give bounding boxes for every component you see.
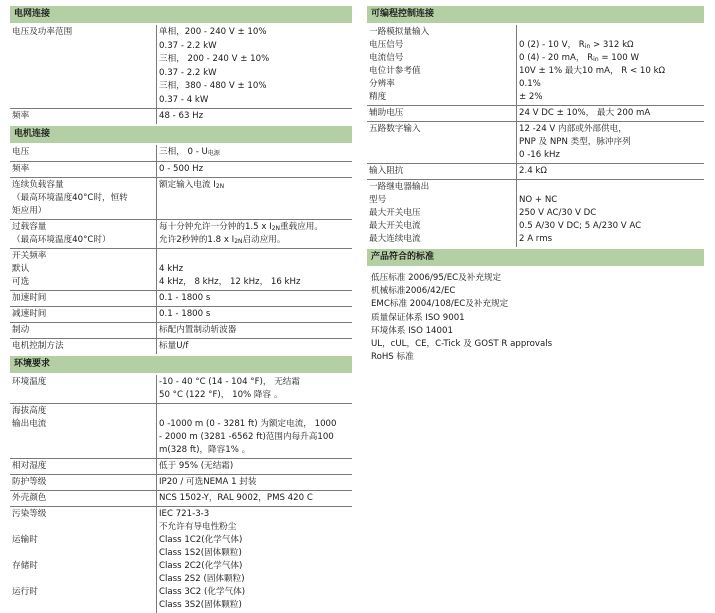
spec-value bbox=[517, 180, 704, 247]
label-line: 开关频率 bbox=[12, 251, 47, 261]
list-item: EMC标准 2004/108/EC及补充规定 bbox=[371, 299, 509, 310]
label-line: 精度 bbox=[369, 92, 387, 102]
spec-label bbox=[10, 220, 157, 248]
spec-label: 防护等级 bbox=[10, 475, 157, 490]
list-item: UL，cUL，CE，C-Tick 及 GOST R approvals bbox=[371, 338, 553, 349]
spec-value: 0 - 500 Hz bbox=[159, 164, 204, 174]
label-line bbox=[12, 547, 154, 560]
label-line: 一路模拟量输入 bbox=[369, 27, 430, 37]
label-line: 电位计参考值 bbox=[369, 66, 421, 76]
label-line: 电压信号 bbox=[369, 40, 404, 50]
value-line: 0.37 - 2.2 kW bbox=[159, 67, 217, 78]
table-row bbox=[10, 220, 352, 249]
value-line bbox=[519, 39, 702, 52]
value-line: Class 1C2(化学气体) bbox=[159, 535, 243, 545]
value-line bbox=[159, 234, 350, 247]
list-item: 质量保证体系 ISO 9001 bbox=[371, 312, 465, 323]
spec-label: 电机控制方法 bbox=[10, 339, 157, 354]
table-row bbox=[367, 164, 704, 180]
value-line: IEC 721-3-3 bbox=[159, 509, 210, 519]
label-line: 过载容量 bbox=[12, 222, 47, 232]
right-column bbox=[367, 6, 704, 364]
spec-value bbox=[157, 249, 352, 290]
value-line: 0.5 A/30 V DC; 5 A/230 V AC bbox=[519, 221, 642, 231]
spec-value bbox=[157, 404, 352, 458]
spec-value: 0.1 - 1800 s bbox=[159, 309, 211, 319]
table-row bbox=[10, 307, 352, 323]
label-line bbox=[12, 521, 154, 534]
value-subscript: in bbox=[584, 43, 591, 50]
spec-label: 电压 bbox=[10, 145, 157, 161]
value-line: Class 1S2(固体颗粒) bbox=[159, 548, 242, 558]
spec-label: 相对湿度 bbox=[10, 459, 157, 474]
label-line: 连续负载容量 bbox=[12, 180, 64, 190]
value-line: 12 -24 V 内部或外部供电， bbox=[519, 124, 627, 134]
value-line: 250 V AC/30 V DC bbox=[519, 208, 597, 218]
spec-label bbox=[10, 404, 157, 458]
table-row bbox=[10, 323, 352, 339]
value-line: Class 3S2(固体颗粒) bbox=[159, 600, 242, 610]
value-text: 启动应用。 bbox=[242, 235, 286, 245]
spec-value: 2.4 kΩ bbox=[519, 166, 547, 176]
spec-label: 辅助电压 bbox=[367, 106, 517, 121]
grid-connection-header: 电网连接 bbox=[10, 6, 352, 25]
value-line: 单相，200 - 240 V ± 10% bbox=[159, 27, 267, 37]
spec-label: 输入阻抗 bbox=[367, 164, 517, 179]
spec-label: 外壳颜色 bbox=[10, 491, 157, 506]
spec-label: 减速时间 bbox=[10, 307, 157, 322]
spec-label: 频率 bbox=[10, 109, 157, 124]
spec-label: 环境温度 bbox=[10, 375, 157, 403]
spec-value: NCS 1502-Y，RAL 9002，PMS 420 C bbox=[159, 493, 313, 503]
value-line: Class 3C2 (化学气体) bbox=[159, 587, 246, 597]
spec-value bbox=[157, 178, 352, 219]
label-line: （最高环境温度40°C时，恒转 bbox=[12, 193, 128, 203]
label-line: 可选 bbox=[12, 277, 30, 287]
value-line: NO + NC bbox=[519, 195, 558, 205]
table-row bbox=[10, 459, 352, 475]
table-row bbox=[10, 475, 352, 491]
value-line: ± 2% bbox=[519, 92, 543, 102]
label-line: 运行时 bbox=[12, 587, 38, 597]
label-line: 一路继电器输出 bbox=[369, 182, 430, 192]
label-line: 存储时 bbox=[12, 561, 38, 571]
value-line: PNP 及 NPN 类型，脉冲序列 bbox=[519, 137, 631, 147]
list-item: 低压标准 2006/95/EC及补充规定 bbox=[371, 273, 502, 283]
environment-header: 环境要求 bbox=[10, 356, 352, 375]
table-row bbox=[10, 162, 352, 178]
table-row bbox=[367, 180, 704, 247]
label-line: 电流信号 bbox=[369, 53, 404, 63]
table-row bbox=[10, 145, 352, 162]
table-row bbox=[10, 109, 352, 124]
value-text: 三相， 0 - U bbox=[159, 147, 208, 157]
spec-value: 24 V DC ± 10%， 最大 200 mA bbox=[519, 108, 651, 118]
label-line bbox=[12, 573, 154, 586]
spec-label: 频率 bbox=[10, 162, 157, 177]
label-line: 输出电流 bbox=[12, 419, 47, 429]
value-line: - 2000 m (3281 -6562 ft)范围内每升高100 bbox=[159, 432, 334, 442]
table-row bbox=[10, 249, 352, 291]
spec-value: 低于 95% (无结霜) bbox=[159, 461, 234, 471]
label-line: 海拔高度 bbox=[12, 406, 47, 416]
table-row bbox=[10, 339, 352, 354]
table-row bbox=[367, 122, 704, 164]
value-line: 50 °C (122 °F)， 10% 降容 。 bbox=[159, 390, 283, 400]
value-subscript: 2N bbox=[271, 225, 281, 232]
label-line: （最高环境温度40°C时） bbox=[12, 235, 111, 245]
value-line: 4 kHz bbox=[159, 264, 184, 274]
value-line: 0.1% bbox=[519, 79, 541, 89]
spec-label bbox=[367, 180, 517, 247]
table-row bbox=[10, 291, 352, 307]
spec-label bbox=[367, 25, 517, 105]
spec-value: IP20 / 可选NEMA 1 封装 bbox=[159, 477, 257, 487]
spec-value: 0.1 - 1800 s bbox=[159, 293, 211, 303]
value-line: 三相，380 - 480 V ± 10% bbox=[159, 81, 267, 91]
value-text: 重载应用。 bbox=[280, 222, 323, 232]
label-line: 最大连续电流 bbox=[369, 234, 421, 244]
list-item: 机械标准2006/42/EC bbox=[371, 286, 456, 297]
spec-label: 电压及功率范围 bbox=[10, 25, 157, 108]
table-row bbox=[367, 25, 704, 106]
list-item: RoHS 标准 bbox=[371, 352, 414, 363]
value-line: Class 2S2 (固体颗粒) bbox=[159, 574, 245, 584]
value-text: 0 (4) - 20 mA， R bbox=[519, 53, 594, 63]
value-line: 0 -1000 m (0 - 3281 ft) 为额定电流， 1000 bbox=[159, 419, 337, 429]
spec-label: 五路数字输入 bbox=[367, 122, 517, 163]
spec-label: 制动 bbox=[10, 323, 157, 338]
label-line: 最大开关电流 bbox=[369, 221, 421, 231]
value-line: 4 kHz， 8 kHz， 12 kHz， 16 kHz bbox=[159, 277, 301, 287]
label-line: 运输时 bbox=[12, 535, 38, 545]
value-text: = 100 W bbox=[598, 53, 639, 63]
value-line bbox=[159, 405, 350, 418]
spec-value: 标配内置制动斩波器 bbox=[159, 325, 237, 335]
table-row bbox=[10, 404, 352, 459]
value-text: 0 (2) - 10 V， R bbox=[519, 40, 585, 50]
label-line: 型号 bbox=[369, 195, 387, 205]
label-line: 分辨率 bbox=[369, 79, 395, 89]
value-subscript: 电源 bbox=[207, 150, 220, 157]
standards-header: 产品符合的标准 bbox=[367, 249, 704, 268]
value-subscript: 2N bbox=[215, 183, 225, 190]
list-item: 环境体系 ISO 14001 bbox=[371, 325, 453, 336]
table-row bbox=[10, 25, 352, 109]
motor-connection-header: 电机连接 bbox=[10, 126, 352, 145]
value-line: 三相， 200 - 240 V ± 10% bbox=[159, 54, 270, 64]
standards-list bbox=[367, 268, 704, 364]
spec-label bbox=[10, 178, 157, 219]
value-line: 0.37 - 2.2 kW bbox=[159, 40, 217, 51]
spec-label bbox=[10, 507, 157, 613]
spec-value: 48 - 63 Hz bbox=[159, 111, 204, 121]
table-row bbox=[10, 375, 352, 404]
spec-label: 加速时间 bbox=[10, 291, 157, 306]
programmable-control-header: 可编程控制连接 bbox=[367, 6, 704, 25]
spec-value bbox=[157, 145, 352, 161]
value-line: 10V ± 1% 最大10 mA， R < 10 kΩ bbox=[519, 66, 666, 76]
spec-value bbox=[157, 507, 352, 613]
spec-value: 标量U/f bbox=[159, 341, 189, 351]
spec-value bbox=[157, 375, 352, 403]
value-line bbox=[159, 250, 350, 263]
spec-value bbox=[157, 25, 352, 108]
label-line: 默认 bbox=[12, 264, 30, 274]
value-line: 0.37 - 4 kW bbox=[159, 94, 209, 105]
table-row bbox=[10, 178, 352, 220]
table-row bbox=[10, 491, 352, 507]
spec-value bbox=[517, 25, 704, 105]
value-line bbox=[519, 52, 702, 65]
left-column bbox=[10, 6, 352, 613]
table-row bbox=[10, 507, 352, 613]
spec-value bbox=[517, 122, 704, 163]
value-text: 每十分钟允许一分钟的1.5 x I bbox=[159, 222, 272, 232]
value-line: m(328 ft)，降容1% 。 bbox=[159, 445, 251, 455]
label-line: 污染等级 bbox=[12, 509, 47, 519]
value-line: 0 -16 kHz bbox=[519, 150, 560, 160]
value-line: 2 A rms bbox=[519, 234, 553, 244]
value-line: 不允许有导电性粉尘 bbox=[159, 522, 237, 532]
value-line: Class 2C2(化学气体) bbox=[159, 561, 243, 571]
table-row bbox=[367, 106, 704, 122]
value-text: 额定输入电流 I bbox=[159, 180, 216, 190]
spec-value bbox=[157, 220, 352, 248]
value-subscript: 2N bbox=[234, 238, 243, 245]
label-line: 最大开关电压 bbox=[369, 208, 421, 218]
value-text: > 312 kΩ bbox=[590, 40, 634, 50]
value-line bbox=[519, 181, 702, 194]
value-line bbox=[159, 221, 350, 234]
value-line: -10 - 40 °C (14 - 104 °F)， 无结霜 bbox=[159, 377, 300, 387]
spec-label bbox=[10, 249, 157, 290]
value-subscript: in bbox=[593, 56, 599, 63]
label-line: 矩应用） bbox=[12, 206, 47, 216]
value-line bbox=[519, 26, 702, 39]
value-text: 允许2秒钟的1.8 x I bbox=[159, 235, 235, 245]
